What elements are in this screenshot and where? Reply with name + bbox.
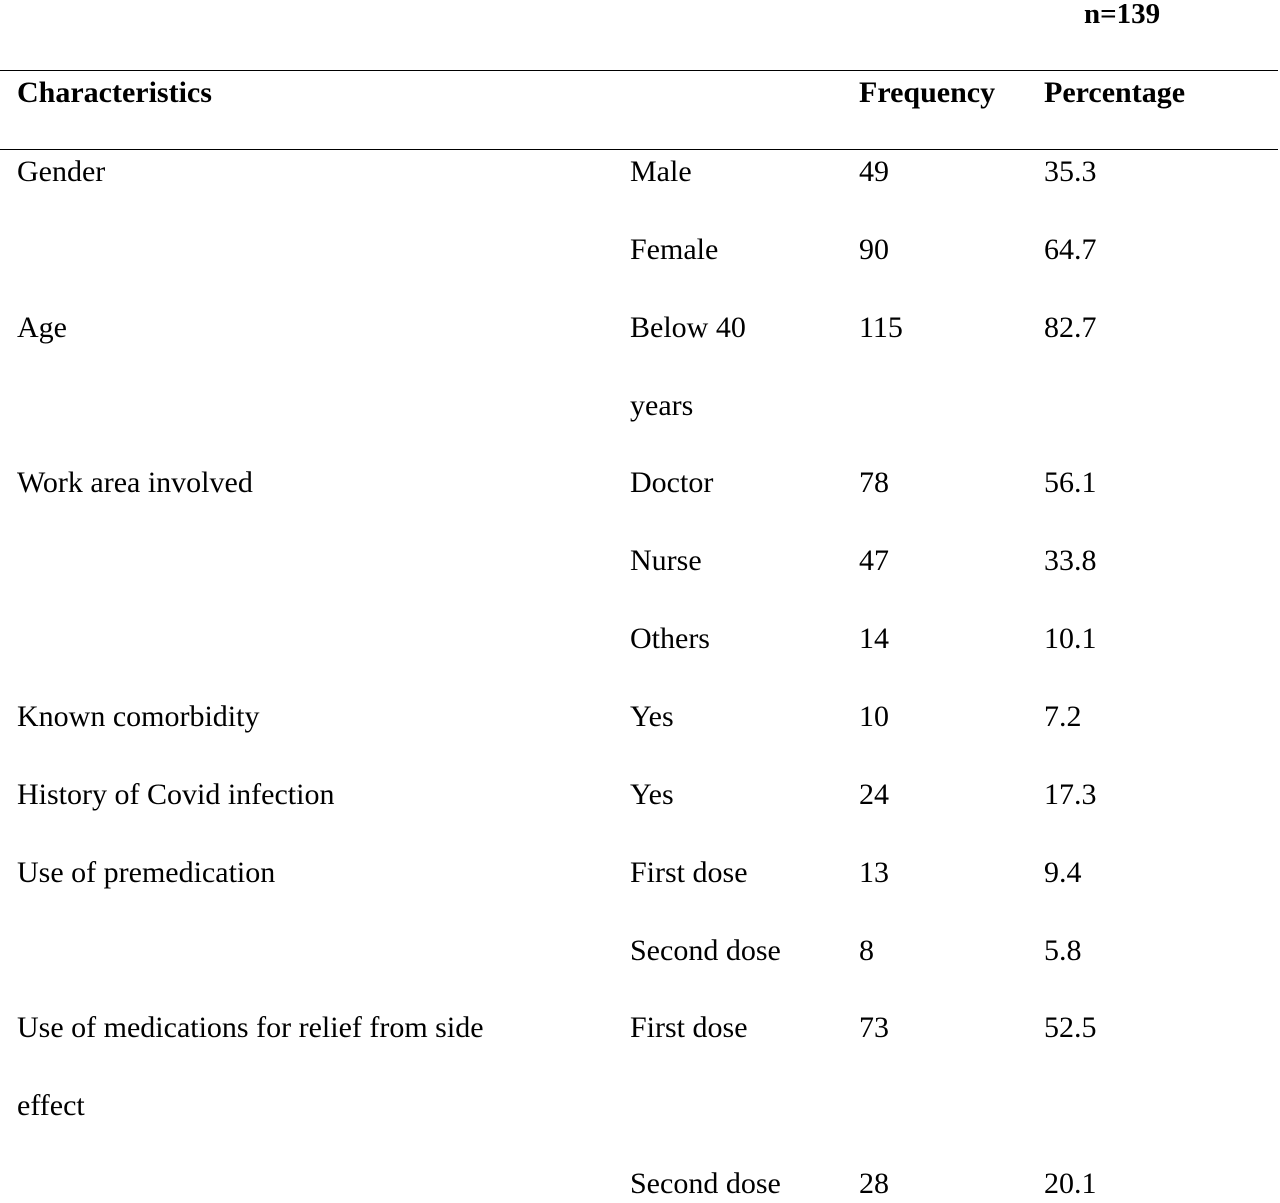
cell-category: Second dose	[630, 1167, 781, 1200]
cell-percentage: 20.1	[1044, 1167, 1097, 1200]
cell-percentage: 56.1	[1044, 466, 1097, 499]
header-frequency: Frequency	[859, 76, 996, 109]
cell-category: First dose	[630, 856, 748, 889]
cell-characteristic: Gender	[17, 155, 106, 188]
cell-frequency: 47	[859, 544, 889, 577]
cell-category: Second dose	[630, 934, 781, 967]
sample-size-label: n=139	[1084, 0, 1161, 30]
table-top-rule	[0, 70, 1278, 71]
table-header-row	[0, 74, 1280, 114]
header-characteristics: Characteristics	[17, 76, 212, 109]
cell-percentage: 5.8	[1044, 934, 1082, 967]
cell-frequency: 73	[859, 1011, 889, 1044]
cell-frequency: 90	[859, 233, 889, 266]
cell-percentage: 35.3	[1044, 155, 1097, 188]
cell-characteristic: Known comorbidity	[17, 700, 260, 733]
cell-category: Yes	[630, 778, 674, 811]
cell-frequency: 8	[859, 934, 874, 967]
cell-characteristic: Work area involved	[17, 466, 253, 499]
cell-percentage: 7.2	[1044, 700, 1082, 733]
cell-category: Male	[630, 155, 692, 188]
cell-percentage: 10.1	[1044, 622, 1097, 655]
cell-category: Others	[630, 622, 710, 655]
cell-characteristic: effect	[17, 1089, 85, 1122]
header-percentage: Percentage	[1044, 76, 1186, 109]
cell-percentage: 33.8	[1044, 544, 1097, 577]
cell-category: First dose	[630, 1011, 748, 1044]
cell-category: Nurse	[630, 544, 702, 577]
cell-frequency: 13	[859, 856, 889, 889]
cell-frequency: 78	[859, 466, 889, 499]
cell-frequency: 115	[859, 311, 903, 344]
cell-characteristic: Use of premedication	[17, 856, 276, 889]
cell-percentage: 9.4	[1044, 856, 1082, 889]
cell-characteristic: Age	[17, 311, 67, 344]
table-header-rule	[0, 149, 1278, 150]
cell-percentage: 82.7	[1044, 311, 1097, 344]
cell-frequency: 14	[859, 622, 889, 655]
cell-percentage: 52.5	[1044, 1011, 1097, 1044]
cell-category: Female	[630, 233, 719, 266]
cell-frequency: 10	[859, 700, 889, 733]
cell-frequency: 28	[859, 1167, 889, 1200]
cell-percentage: 64.7	[1044, 233, 1097, 266]
cell-category: Doctor	[630, 466, 714, 499]
cell-percentage: 17.3	[1044, 778, 1097, 811]
cell-category: Below 40	[630, 311, 746, 344]
cell-characteristic: Use of medications for relief from side	[17, 1011, 484, 1044]
cell-frequency: 49	[859, 155, 889, 188]
cell-category: years	[630, 389, 694, 422]
cell-category: Yes	[630, 700, 674, 733]
cell-frequency: 24	[859, 778, 889, 811]
cell-characteristic: History of Covid infection	[17, 778, 335, 811]
